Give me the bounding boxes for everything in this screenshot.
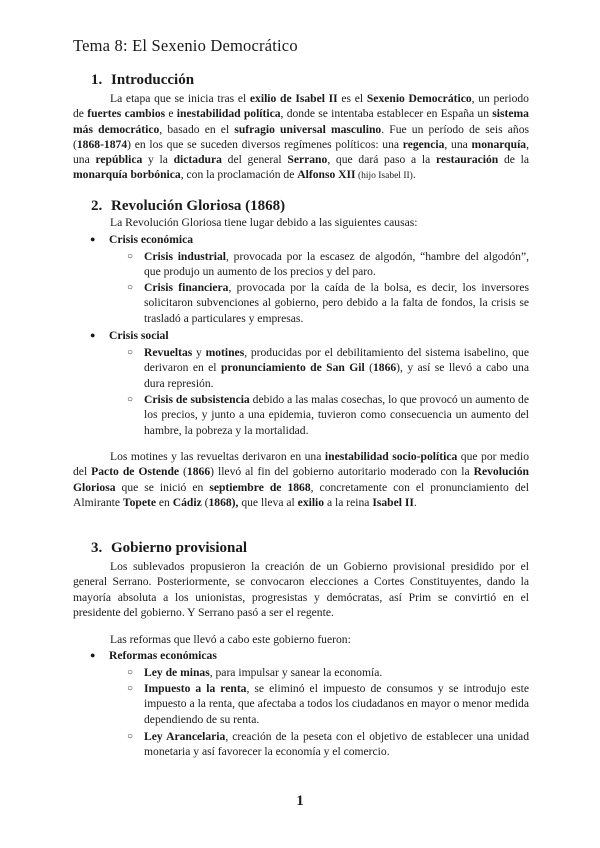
intro-paragraph: La etapa que se inicia tras el exilio de Isabel II es el Sexenio Democrático, un periodo de fuertes cambios e inestabilidad política, donde se intentaba establecer en España un sistema más democrático, basado en el sufragio universal masculino. Fue un período de seis años (1868-1874) en los que se suceden diversos regímenes políticos: una regencia, una monarquía, una república y la dictadura del general Serrano, que dará paso a la restauración de la monarquía borbónica, con la proclamación de Alfonso XII (hijo Isabel II). — [73, 92, 530, 182]
section-title: Revolución Gloriosa (1868) — [111, 198, 286, 214]
page-number: 1 — [296, 793, 304, 809]
sub-item-text: Impuesto a la renta, se eliminó el impuesto de consumos y se introdujo este impuesto a la renta, que afectaba a todos los ciudadanos en mayor o menor medida dependiendo de su renta. — [144, 682, 529, 726]
bullet-label: Reformas económicas — [109, 649, 217, 662]
causes-intro: La Revolución Gloriosa tiene lugar debido a las siguientes causas: — [110, 216, 418, 229]
section-title: Gobierno provisional — [111, 540, 247, 556]
bullet-crisis-social — [90, 328, 169, 343]
bullet-crisis-economica — [90, 232, 193, 247]
circle-bullet-icon: ○ — [127, 683, 134, 694]
section-heading-introduccion — [91, 72, 194, 89]
provisional-government-paragraph: Los sublevados propusieron la creación de un Gobierno provisional presidido por el general Serrano. Posteriormente, se convocaron elecciones a Cortes Constituyentes, dando la mayoría absoluta a los unionistas, progresistas y demócratas, así Prim se convirtió en el presidente del gobierno. Y Serrano pasó a ser el regente. — [73, 560, 529, 619]
section-heading-gobierno-provisional — [91, 540, 247, 557]
sub-item-text: Crisis financiera, provocada por la caída de la bolsa, es decir, los inversores solicitaron subvenciones al gobierno, pero debido a la falta de fondos, la crisis se trasladó a particulares y empresas. — [144, 281, 529, 325]
bullet-label: Crisis económica — [109, 233, 194, 246]
circle-bullet-icon: ○ — [127, 731, 134, 742]
reforms-intro: Las reformas que llevó a cabo este gobierno fueron: — [110, 633, 351, 646]
circle-bullet-icon: ○ — [127, 282, 134, 293]
revolution-closing-paragraph: Los motines y las revueltas derivaron en una inestabilidad socio-política que por medio del Pacto de Ostende (1866) llevó al fin del gobierno autoritario moderado con la Revolución Gloriosa que se inició en septiembre de 1868, concretamente con el pronunciamiento del Almirante Topete en Cádiz (1868), que lleva al exilio a la reina Isabel II. — [73, 450, 530, 509]
section-number: 1. — [91, 72, 103, 88]
section-number: 2. — [91, 198, 103, 214]
bullet-dot-icon: ● — [90, 650, 96, 660]
section-title: Introducción — [111, 72, 195, 88]
circle-bullet-icon: ○ — [127, 347, 134, 358]
circle-bullet-icon: ○ — [127, 394, 134, 405]
document-title: Tema 8: El Sexenio Democrático — [73, 36, 298, 55]
section-heading-revolucion-gloriosa — [91, 198, 285, 215]
bullet-dot-icon: ● — [90, 234, 96, 244]
section-number: 3. — [91, 540, 103, 556]
bullet-label: Crisis social — [109, 329, 169, 342]
sub-item-text: Ley Arancelaria, creación de la peseta con el objetivo de establecer una unidad monetaria y así favorecer la economía y el comercio. — [144, 730, 530, 759]
bullet-reformas-economicas — [90, 648, 217, 663]
sub-item-text: Crisis industrial, provocada por la escasez de algodón, “hambre del algodón”, que produjo un aumento de los precios y del paro. — [144, 250, 529, 279]
sub-item-text: Ley de minas, para impulsar y sanear la economía. — [144, 666, 383, 679]
bullet-dot-icon: ● — [90, 330, 96, 340]
circle-bullet-icon: ○ — [127, 251, 134, 262]
sub-item-text: Crisis de subsistencia debido a las malas cosechas, lo que provocó un aumento de los precios, y junto a una epidemia, tuvieron como consecuencia un aumento del hambre, la pobreza y la mortalidad. — [144, 393, 529, 437]
circle-bullet-icon: ○ — [127, 667, 134, 678]
sub-item-text: Revueltas y motines, producidas por el debilitamiento del sistema isabelino, que derivaron en el pronunciamiento de San Gil (1866), y así se llevó a cabo una dura represión. — [144, 346, 530, 390]
